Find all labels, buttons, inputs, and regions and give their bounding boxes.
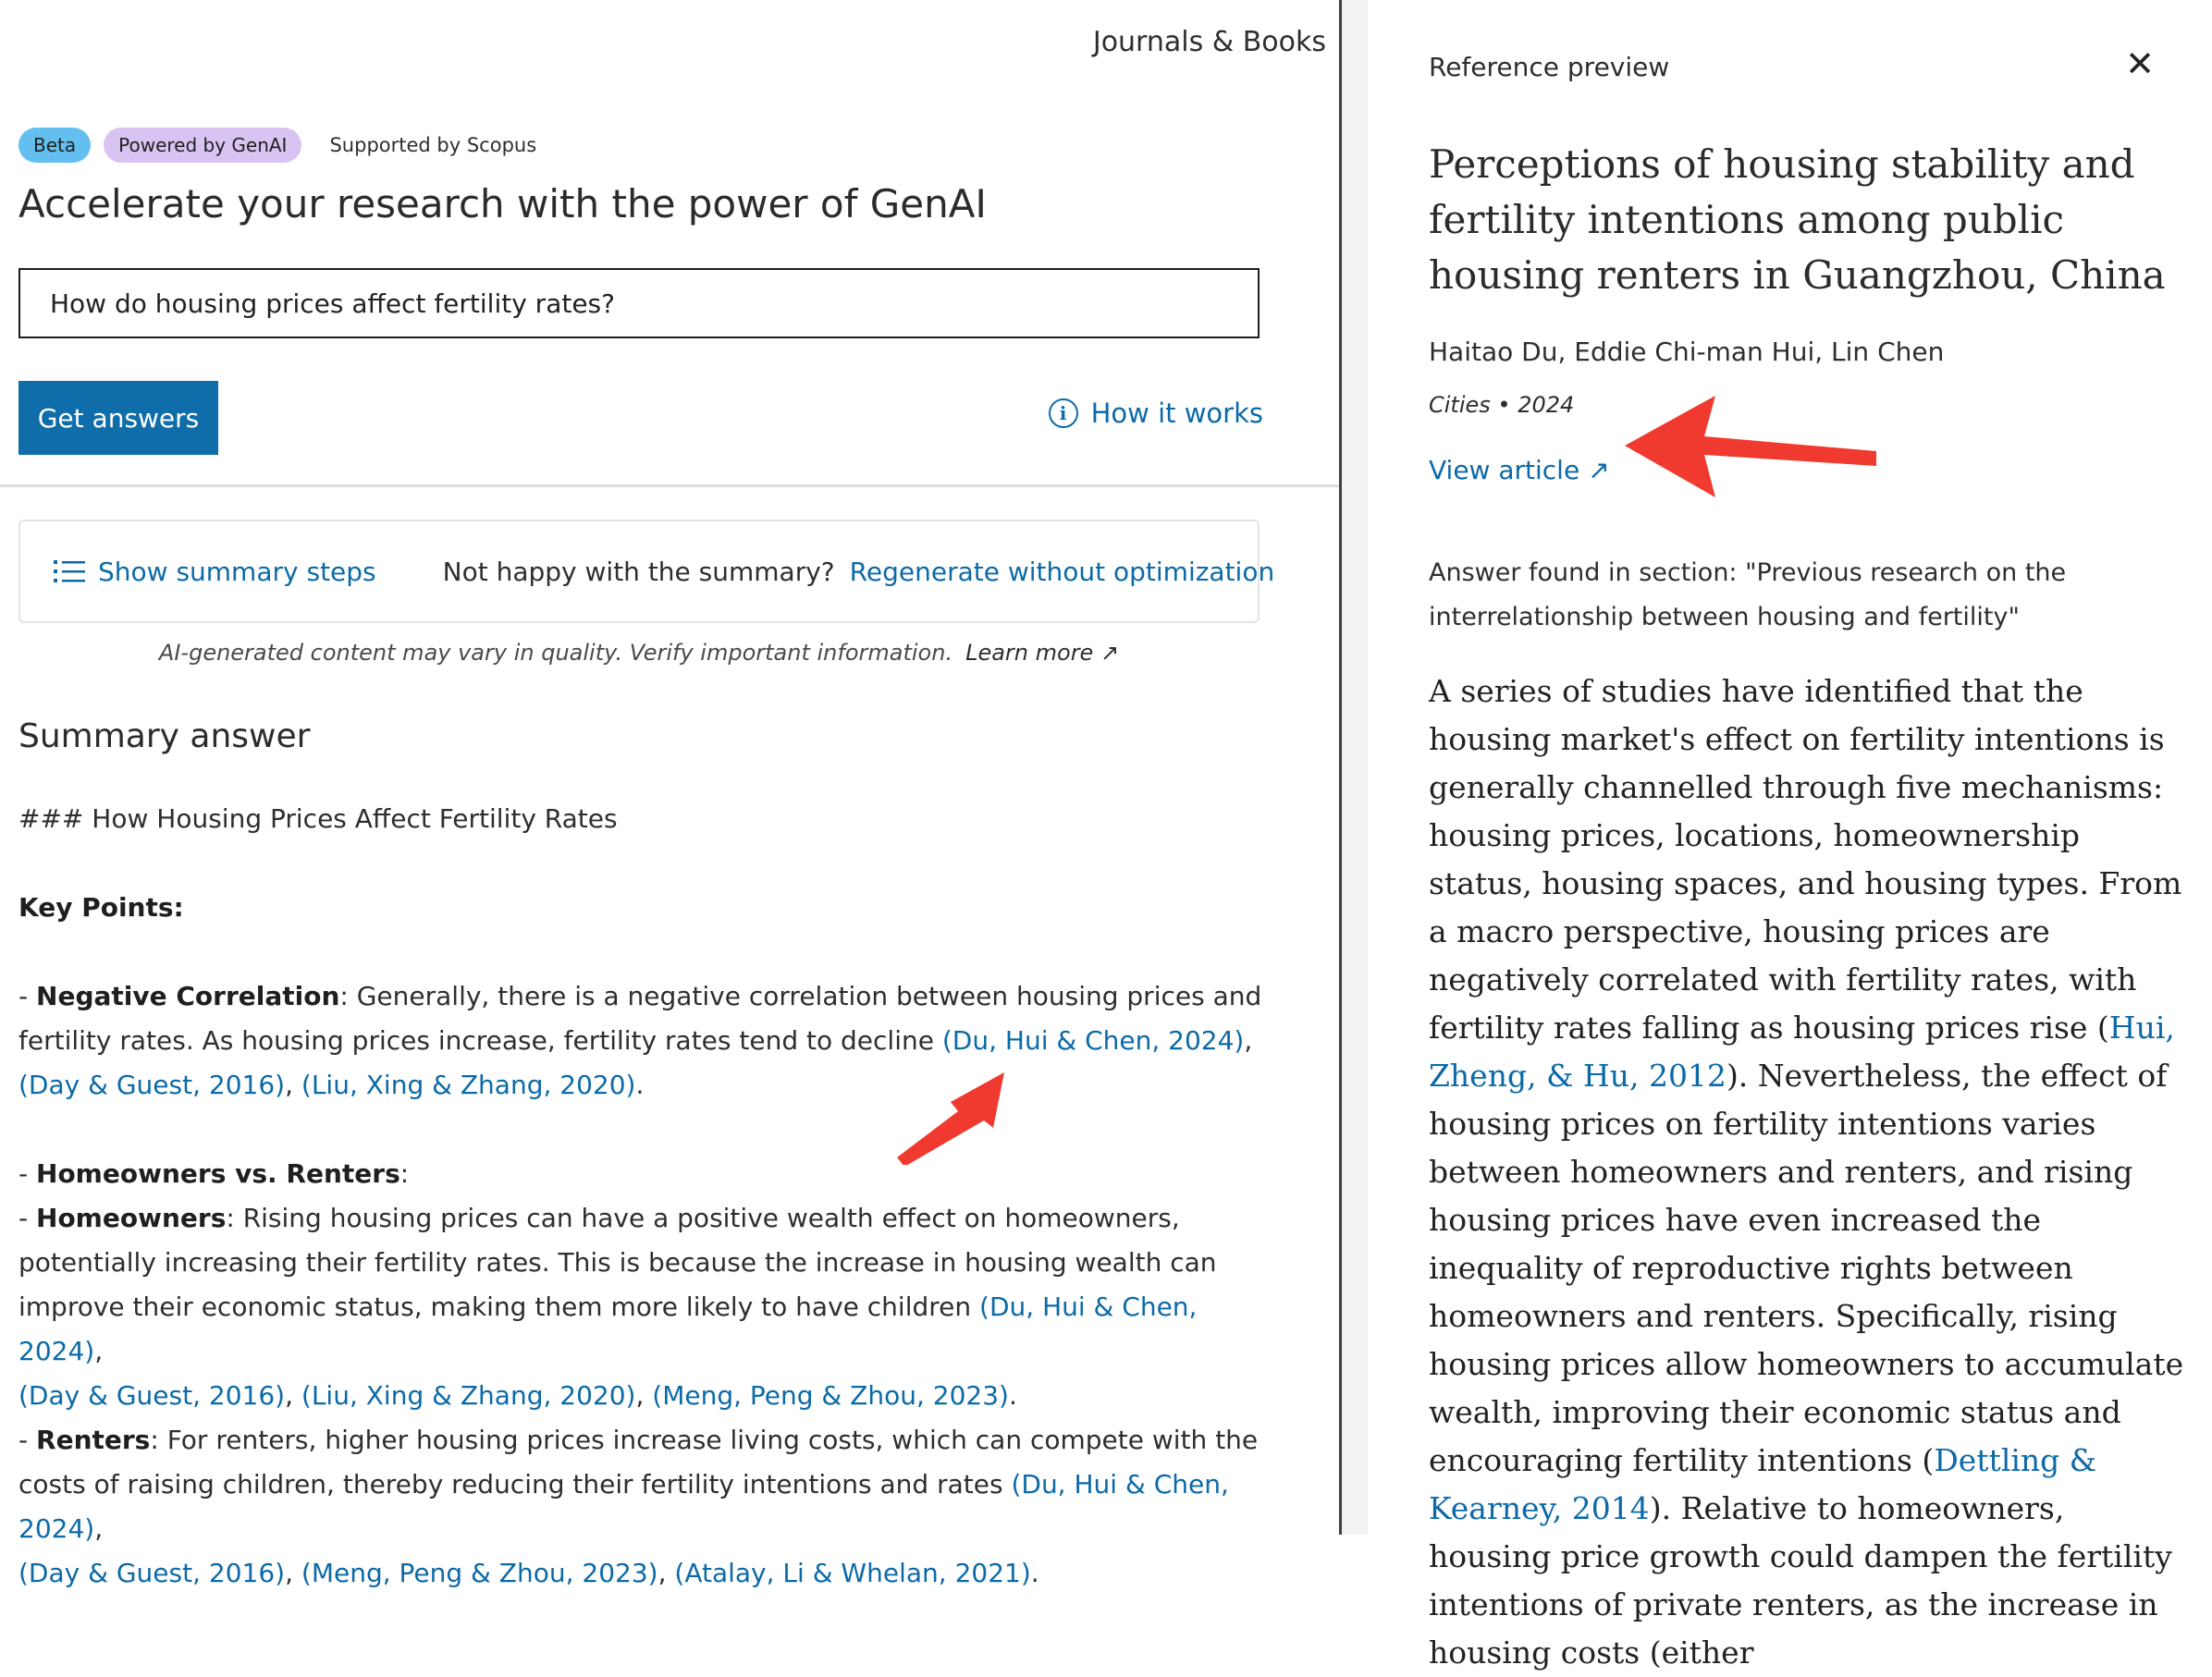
homeowners-point: - Homeowners: Rising housing prices can have a positive wealth effect on homeowners, potentially increasing their fertility rates. This is because the increase in housing wealth can improve their economic status, making them more likely to have children (Du, Hui & Chen, 2024), (Day & Guest, 2016), (Liu, Xing & Zhang, 2020), (Meng, Peng & Zhou, 2023). (18, 1203, 1217, 1411)
citation-link[interactable]: (Meng, Peng & Zhou, 2023) (652, 1380, 1009, 1411)
how-it-works-label: How it works (1090, 398, 1263, 429)
key-points-label: Key Points: (18, 892, 184, 923)
view-article-link[interactable]: View article ↗ (1429, 455, 1610, 485)
publication-year: 2024 (1518, 392, 1575, 418)
summary-options-bar (18, 520, 1275, 623)
reference-title: Perceptions of housing stability and fertility intentions among public housing renters in Guangzhou, China (1429, 141, 2166, 298)
homeowners-vs-renters-point: - Homeowners vs. Renters: (18, 1158, 410, 1189)
citation-link[interactable]: Dettling & Kearney, 2014 (1429, 1442, 2097, 1526)
citation-link[interactable]: (Atalay, Li & Whelan, 2021) (674, 1558, 1031, 1588)
answer-md-heading: ### How Housing Prices Affect Fertility Rates (18, 803, 618, 834)
citation-link[interactable]: (Day & Guest, 2016) (18, 1380, 286, 1411)
show-summary-steps-button[interactable] (54, 557, 376, 587)
close-icon[interactable]: ✕ (2125, 43, 2155, 84)
citation-link[interactable]: (Day & Guest, 2016) (18, 1070, 286, 1100)
reference-meta: Cities • 2024 (1429, 392, 1575, 418)
supported-by-scopus: Supported by Scopus (329, 134, 537, 156)
renters-point: - Renters: For renters, higher housing prices increase living costs, which can compete with the costs of raising children, thereby reducing their fertility intentions and rates (Du, Hui & Chen, 2024), (Day & Guest, 2016), (Meng, Peng & Zhou, 2023), (Atalay, Li & Whelan, 2021). (18, 1425, 1259, 1588)
citation-link[interactable]: (Du, Hui & Chen, 2024) (941, 1025, 1245, 1056)
citation-link[interactable]: (Du, Hui & Chen, 2024) (18, 1469, 1229, 1544)
summary-answer (18, 797, 1285, 1596)
negative-correlation-point: - Negative Correlation: Generally, there is a negative correlation between housing prices and fertility rates. As housing prices increase, fertility rates tend to decline (Du, Hui & Chen, 2024), (Day & Guest, 2016), (Liu, Xing & Zhang, 2020). (18, 981, 1262, 1100)
not-happy-text: Not happy with the summary? (442, 556, 835, 587)
nav-journals-books[interactable]: Journals & Books (1092, 26, 1326, 58)
reference-preview-panel (1368, 0, 2212, 1671)
info-icon: i (1049, 398, 1078, 428)
genai-badge: Powered by GenAI (104, 128, 301, 163)
reference-authors: Haitao Du, Eddie Chi-man Hui, Lin Chen (1429, 337, 1945, 367)
pane-gutter (1342, 0, 1368, 1535)
get-answers-button[interactable]: Get answers (18, 381, 218, 455)
citation-link[interactable]: Hui, Zheng, & Hu, 2012 (1429, 1010, 2175, 1094)
how-it-works-link[interactable] (1049, 398, 1263, 429)
citation-link[interactable]: (Liu, Xing & Zhang, 2020) (301, 1070, 636, 1100)
citation-link[interactable]: (Day & Guest, 2016) (18, 1558, 286, 1588)
answer-found-section: Answer found in section: "Previous research on the interrelationship between housing and fertility" (1429, 558, 2067, 631)
search-input[interactable]: How do housing prices affect fertility rates? (18, 268, 1260, 338)
annotation-arrow-right (1617, 388, 1895, 508)
learn-more-link[interactable]: Learn more ↗ (965, 640, 1120, 666)
page-title: Accelerate your research with the power of GenAI (18, 181, 987, 226)
show-summary-steps-label: Show summary steps (98, 556, 376, 587)
ai-disclaimer (0, 640, 1278, 666)
section-divider (0, 484, 1339, 487)
journal-name: Cities (1429, 392, 1491, 418)
beta-badge: Beta (18, 128, 91, 163)
badge-row (18, 128, 536, 163)
citation-link[interactable]: (Meng, Peng & Zhou, 2023) (301, 1558, 658, 1588)
reference-preview-label: Reference preview (1429, 52, 1670, 82)
citation-link[interactable]: (Du, Hui & Chen, 2024) (18, 1291, 1198, 1366)
list-icon (54, 559, 85, 583)
citation-link[interactable]: (Liu, Xing & Zhang, 2020) (301, 1380, 636, 1411)
disclaimer-text: AI-generated content may vary in quality. Verify important information. (158, 640, 953, 666)
summary-heading: Summary answer (18, 717, 311, 755)
regenerate-link[interactable]: Regenerate without optimization (849, 556, 1275, 587)
reference-excerpt: A series of studies have identified that the housing market's effect on fertility intentions is generally channelled through five mechanisms: housing prices, locations, homeownership status, housing spaces, and housing types. From a macro perspective, housing prices are negatively correlated with fertility rates, with fertility rates falling as housing prices rise (Hui, Zheng, & Hu, 2012). Nevertheless, the effect of housing prices on fertility intentions varies between homeowners and renters, and rising housing prices have even increased the inequality of reproductive rights between homeowners and renters. Specifically, rising housing prices allow homeowners to accumulate wealth, improving their economic status and encouraging fertility intentions (Dettling & Kearney, 2014). Relative to homeowners, housing price growth could dampen the fertility intentions of private renters, as the increase in housing costs (either (1429, 673, 2184, 1671)
